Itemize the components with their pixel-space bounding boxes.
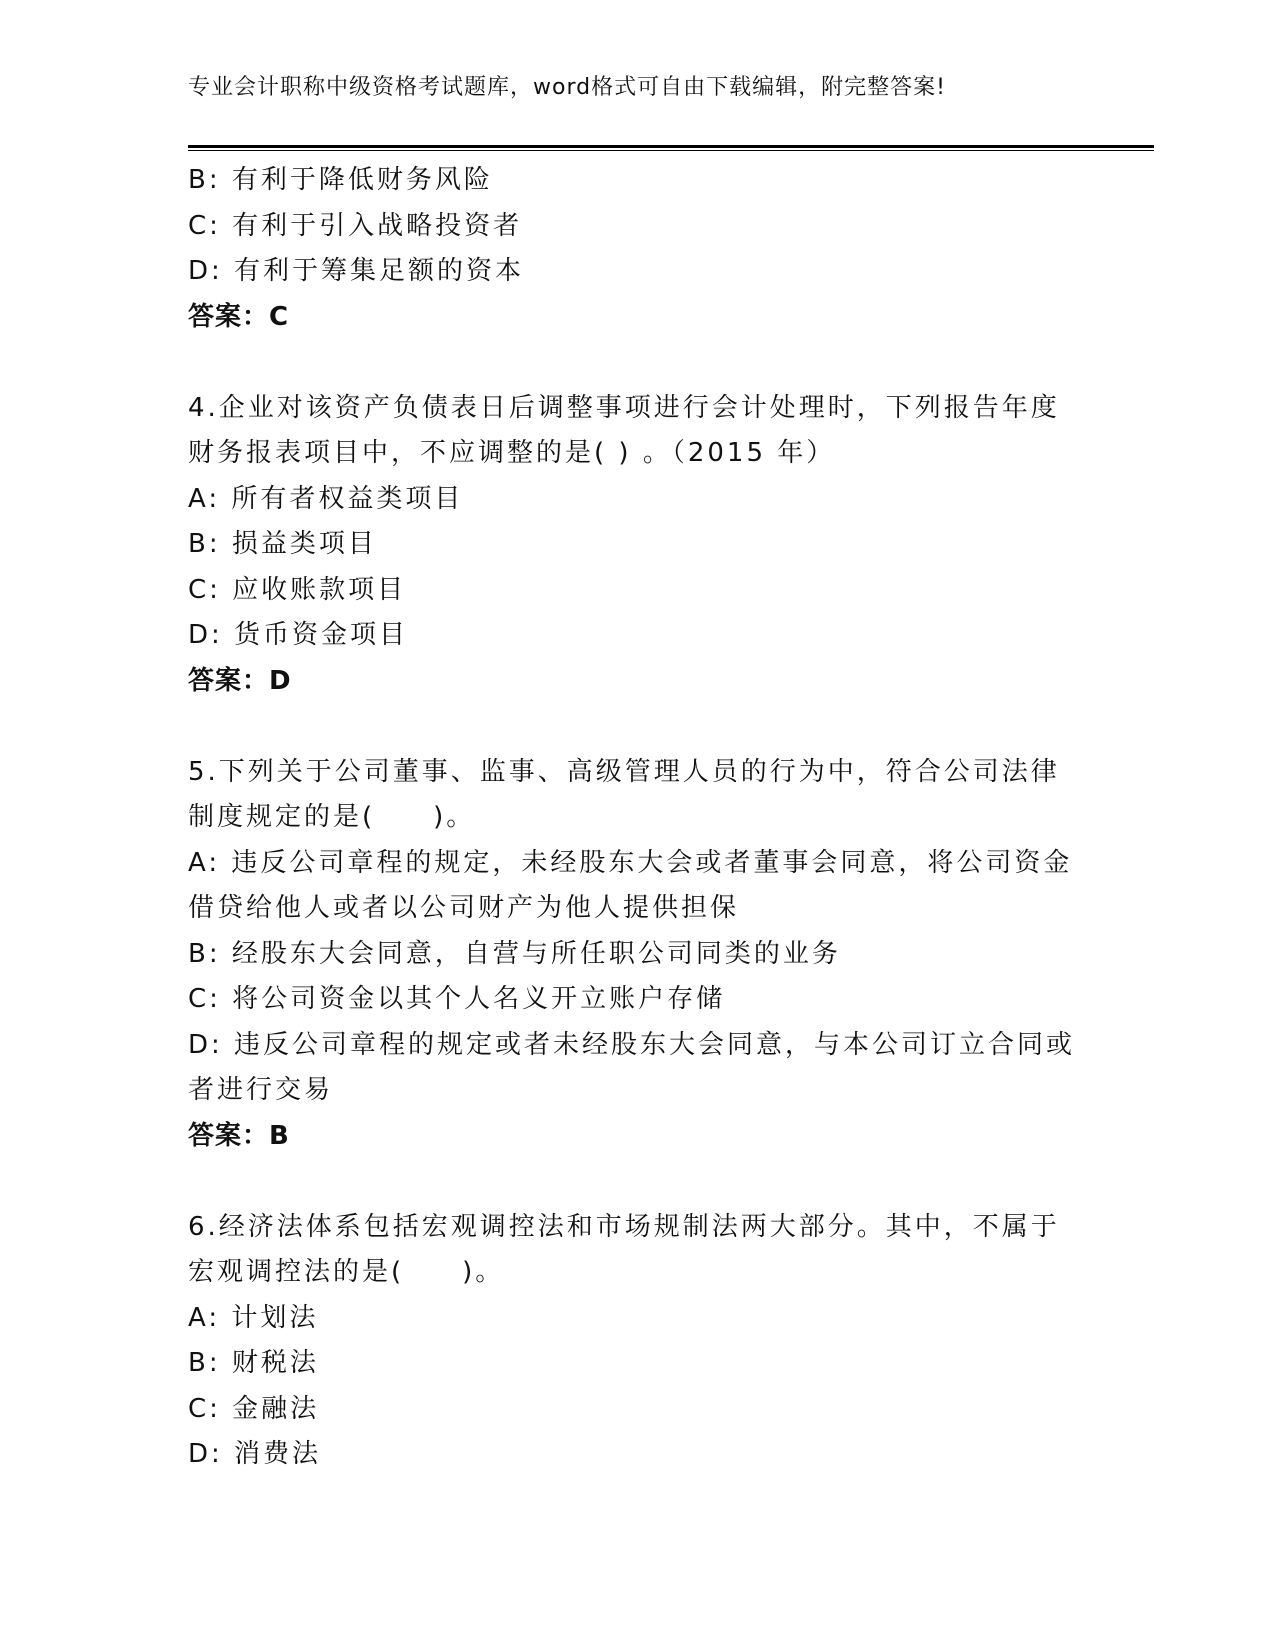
question-3-block: [188, 158, 1088, 340]
q5-answer: 答案：B: [188, 1120, 290, 1151]
q6-option-c: C: 金融法: [188, 1393, 320, 1424]
header-rule: [188, 145, 1154, 151]
q4-stem-line-1: 4.企业对该资产负债表日后调整事项进行会计处理时，下列报告年度: [188, 392, 1060, 423]
question-5-block: [188, 750, 1088, 1160]
q4-option-c: C: 应收账款项目: [188, 574, 407, 605]
spacer: [188, 340, 1088, 386]
q5-option-c: C: 将公司资金以其个人名义开立账户存储: [188, 984, 726, 1014]
q5-option-d-line-1: D: 违反公司章程的规定或者未经股东大会同意，与本公司订立合同或: [188, 1029, 1076, 1060]
q3-answer: 答案：C: [188, 301, 290, 332]
q5-option-a-line-1: A: 违反公司章程的规定，未经股东大会或者董事会同意，将公司资金: [188, 847, 1073, 878]
q4-option-a: A: 所有者权益类项目: [188, 483, 464, 514]
q5-option-d-line-2: 者进行交易: [188, 1075, 334, 1105]
q5-stem-line-2: 制度规定的是( )。: [188, 802, 476, 832]
q5-stem-line-1: 5.下列关于公司董事、监事、高级管理人员的行为中，符合公司法律: [188, 756, 1060, 787]
q3-option-d: D: 有利于筹集足额的资本: [188, 256, 525, 286]
spacer: [188, 704, 1088, 750]
q6-option-a: A: 计划法: [188, 1302, 319, 1333]
q6-option-d: D: 消费法: [188, 1439, 322, 1469]
q4-option-b: B: 损益类项目: [188, 529, 377, 559]
q3-option-c: C: 有利于引入战略投资者: [188, 210, 523, 241]
document-body: [188, 158, 1088, 1478]
q4-stem-line-2: 财务报表项目中，不应调整的是( ) 。（2015 年）: [188, 438, 836, 468]
q3-option-b: B: 有利于降低财务风险: [188, 165, 493, 195]
page-header: 专业会计职称中级资格考试题库，word格式可自由下载编辑，附完整答案!: [188, 75, 946, 100]
q4-answer: 答案：D: [188, 665, 292, 696]
question-4-block: [188, 386, 1088, 705]
q5-option-a-line-2: 借贷给他人或者以公司财产为他人提供担保: [188, 893, 740, 923]
question-6-block: [188, 1205, 1088, 1478]
q6-option-b: B: 财税法: [188, 1348, 319, 1378]
spacer: [188, 1159, 1088, 1205]
q6-stem-line-2: 宏观调控法的是( )。: [188, 1257, 505, 1287]
q6-stem-line-1: 6.经济法体系包括宏观调控法和市场规制法两大部分。其中，不属于: [188, 1211, 1060, 1242]
q5-option-b: B: 经股东大会同意，自营与所任职公司同类的业务: [188, 938, 841, 969]
q4-option-d: D: 货币资金项目: [188, 620, 409, 650]
